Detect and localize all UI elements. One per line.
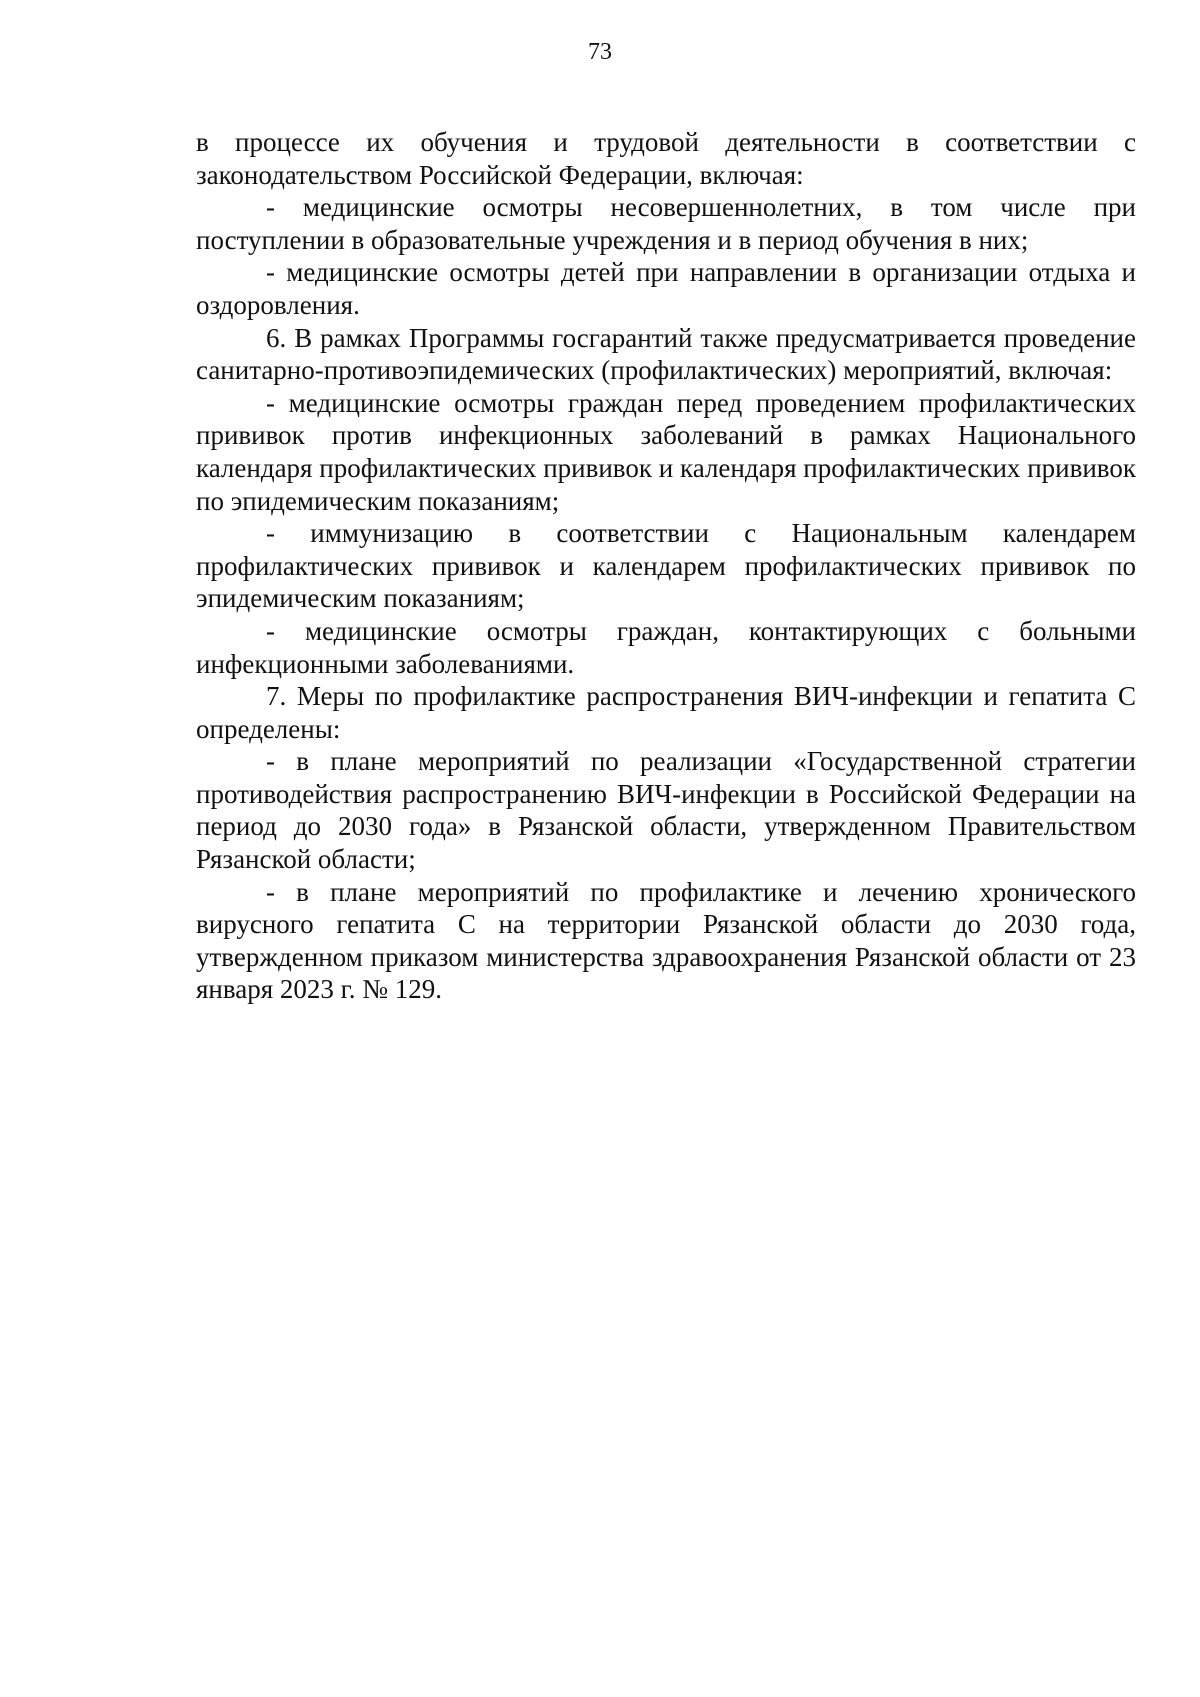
paragraph-bullet-hepatitis-plan: - в плане мероприятий по профилактике и лечению хронического вирусного гепатита С на территории Рязанской области до 2030 года, утвержденном приказом министерства здравоохранения Рязанской области от 23 января 2023 г. № 129. bbox=[196, 876, 1136, 1005]
paragraph-bullet-contact-exams: - медицинские осмотры граждан, контактирующих с больными инфекционными заболеваниями. bbox=[196, 615, 1136, 679]
paragraph-item-7: 7. Меры по профилактике распространения ВИЧ-инфекции и гепатита С определены: bbox=[196, 681, 1136, 744]
paragraph-bullet-minors-exams: - медицинские осмотры несовершеннолетних, в том числе при поступлении в образовательные учреждения и в период обучения в них; bbox=[196, 192, 1136, 255]
paragraph-intro-continuation: в процессе их обучения и трудовой деятельности в соответствии с законодательством Российской Федерации, включая: bbox=[196, 127, 1136, 190]
page-number: 73 bbox=[588, 39, 612, 65]
paragraph-bullet-immunization: - иммунизацию в соответствии с Национальным календарем профилактических прививок и календарем профилактических прививок по эпидемическим показаниям; bbox=[196, 518, 1136, 614]
paragraph-item-6: 6. В рамках Программы госгарантий также предусматривается проведение санитарно-противоэпидемических (профилактических) мероприятий, включая: bbox=[196, 322, 1136, 386]
document-body bbox=[196, 126, 1136, 1006]
paragraph-bullet-pre-vaccination-exams: - медицинские осмотры граждан перед проведением профилактических прививок против инфекционных заболеваний в рамках Национального календаря профилактических прививок и календаря профилактических прививок по эпидемическим показаниям; bbox=[196, 387, 1136, 516]
paragraph-bullet-hiv-plan: - в плане мероприятий по реализации «Государственной стратегии противодействия распространению ВИЧ-инфекции в Российской Федерации на период до 2030 года» в Рязанской области, утвержденном Правительством Рязанской области; bbox=[196, 746, 1136, 875]
paragraph-bullet-children-exams: - медицинские осмотры детей при направлении в организации отдыха и оздоровления. bbox=[196, 257, 1136, 320]
